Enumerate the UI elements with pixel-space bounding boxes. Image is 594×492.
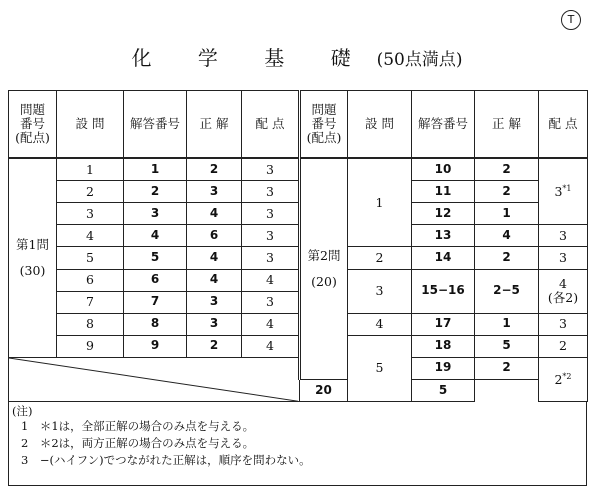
- q2-bango: 13: [412, 225, 475, 247]
- haiten-note: (各2): [547, 290, 579, 306]
- footnote-mark: *1: [562, 184, 572, 194]
- q1-seikai: 2: [187, 158, 242, 181]
- header-row: [9, 91, 588, 159]
- q2-label: 第2問: [307, 247, 341, 263]
- q1-bango: 5: [124, 247, 187, 269]
- q2-points: (20): [311, 274, 337, 290]
- q1-seikai: 3: [187, 291, 242, 313]
- q1-bango: 4: [124, 225, 187, 247]
- title-subtitle: (50点満点): [376, 50, 463, 70]
- q1-setsumon: 7: [57, 291, 124, 313]
- q1-seikai: 4: [187, 203, 242, 225]
- q1-haiten: 3: [242, 203, 300, 225]
- header-mondai-bango: [9, 91, 57, 159]
- q1-haiten: 4: [242, 269, 300, 291]
- q2-haiten: 3: [539, 225, 588, 247]
- q1-haiten: 4: [242, 313, 300, 335]
- header-kaito-bango: 解答番号: [124, 91, 187, 159]
- q1-seikai: 4: [187, 269, 242, 291]
- table-row: [9, 313, 588, 335]
- q2-seikai: 4: [475, 225, 539, 247]
- q1-haiten: 3: [242, 225, 300, 247]
- header-setsumon: 設 問: [57, 91, 124, 159]
- q2-setsumon-1: 1: [348, 158, 412, 247]
- q2-bango: 11: [412, 181, 475, 203]
- header-mondai-bango: [300, 91, 348, 159]
- q1-seikai: 6: [187, 225, 242, 247]
- q1-setsumon: 3: [57, 203, 124, 225]
- q1-setsumon: 8: [57, 313, 124, 335]
- q2-haiten: 3: [539, 313, 588, 335]
- diagonal-line: [9, 358, 298, 401]
- q2-setsumon-5: 5: [348, 335, 412, 401]
- q2-bango: 10: [412, 158, 475, 181]
- notes-section: [8, 401, 587, 486]
- header-text: 問題: [311, 101, 337, 117]
- q2-seikai: 2: [475, 247, 539, 269]
- table-row: [9, 181, 588, 203]
- q2-seikai: 2: [475, 357, 539, 379]
- q2-bango: 12: [412, 203, 475, 225]
- q2-bango: 17: [412, 313, 475, 335]
- q1-haiten: 3: [242, 291, 300, 313]
- q1-bango: 2: [124, 181, 187, 203]
- notes-heading: (注): [12, 404, 33, 418]
- header-text: 問題: [19, 101, 45, 117]
- q1-setsumon: 6: [57, 269, 124, 291]
- haiten-value: 2: [554, 371, 563, 387]
- q1-setsumon: 2: [57, 181, 124, 203]
- table-row: [9, 269, 588, 291]
- q2-bango: 18: [412, 335, 475, 357]
- q2-haiten: 2: [539, 335, 588, 357]
- q1-haiten: 3: [242, 247, 300, 269]
- header-seikai: 正 解: [475, 91, 539, 159]
- q2-haiten-group-1: [539, 158, 588, 225]
- header-haiten: 配 点: [539, 91, 588, 159]
- q1-haiten: 3: [242, 181, 300, 203]
- header-kaito-bango: 解答番号: [412, 91, 475, 159]
- q2-setsumon-3: 3: [348, 269, 412, 313]
- page-title: [0, 42, 594, 71]
- q1-label-cell: [9, 158, 57, 357]
- table-row: [9, 158, 588, 181]
- q2-seikai: 5: [475, 335, 539, 357]
- q1-bango: 7: [124, 291, 187, 313]
- q2-haiten: 3: [539, 247, 588, 269]
- empty-diagonal-cell: [9, 357, 300, 401]
- q2-haiten-3: [539, 269, 588, 313]
- q1-label: 第1問: [16, 236, 49, 252]
- q1-setsumon: 4: [57, 225, 124, 247]
- q1-haiten: 3: [242, 158, 300, 181]
- header-setsumon: 設 問: [348, 91, 412, 159]
- q1-setsumon: 9: [57, 335, 124, 357]
- q2-bango: 14: [412, 247, 475, 269]
- q1-haiten: 4: [242, 335, 300, 357]
- header-seikai: 正 解: [187, 91, 242, 159]
- q2-seikai: 1: [475, 203, 539, 225]
- q2-bango: 19: [412, 357, 475, 379]
- answer-table: [8, 90, 588, 402]
- note-item-1: 1 ＊1は，全部正解の場合のみ点を与える。: [21, 419, 255, 433]
- footnote-mark: *2: [562, 371, 572, 381]
- note-item-3: 3 −(ハイフン)でつながれた正解は，順序を問わない。: [21, 453, 311, 467]
- q2-bango: 20: [300, 379, 348, 401]
- q1-bango: 3: [124, 203, 187, 225]
- q1-seikai: 2: [187, 335, 242, 357]
- q2-seikai: 5: [412, 379, 475, 401]
- q2-seikai: 2−5: [475, 269, 539, 313]
- q1-bango: 6: [124, 269, 187, 291]
- haiten-value: 4: [559, 275, 567, 291]
- q2-haiten-group-2: [539, 357, 588, 401]
- header-text: 番号: [311, 115, 337, 131]
- q1-seikai: 4: [187, 247, 242, 269]
- q1-bango: 1: [124, 158, 187, 181]
- q2-setsumon-4: 4: [348, 313, 412, 335]
- header-text: 番号: [19, 115, 45, 131]
- table-row: [9, 335, 588, 357]
- q2-setsumon-2: 2: [348, 247, 412, 269]
- table-row: [9, 203, 588, 225]
- haiten-value: 3: [554, 184, 563, 200]
- q1-bango: 9: [124, 335, 187, 357]
- q2-bango: 15−16: [412, 269, 475, 313]
- q1-setsumon: 1: [57, 158, 124, 181]
- table-row: [9, 357, 588, 379]
- q2-seikai: 1: [475, 313, 539, 335]
- header-text: (配点): [15, 130, 50, 146]
- table-row: [9, 247, 588, 269]
- q1-setsumon: 5: [57, 247, 124, 269]
- q1-seikai: 3: [187, 313, 242, 335]
- q1-points: (30): [19, 262, 46, 278]
- title-main: 化 学 基 礎: [131, 46, 371, 70]
- table-row: [9, 225, 588, 247]
- q1-seikai: 3: [187, 181, 242, 203]
- header-haiten: 配 点: [242, 91, 300, 159]
- q2-seikai: 2: [475, 181, 539, 203]
- q2-label-cell: [300, 158, 348, 379]
- note-item-2: 2 ＊2は，両方正解の場合のみ点を与える。: [21, 436, 255, 450]
- q1-bango: 8: [124, 313, 187, 335]
- corner-mark: T: [561, 10, 581, 30]
- q2-seikai: 2: [475, 158, 539, 181]
- header-text: (配点): [306, 130, 342, 146]
